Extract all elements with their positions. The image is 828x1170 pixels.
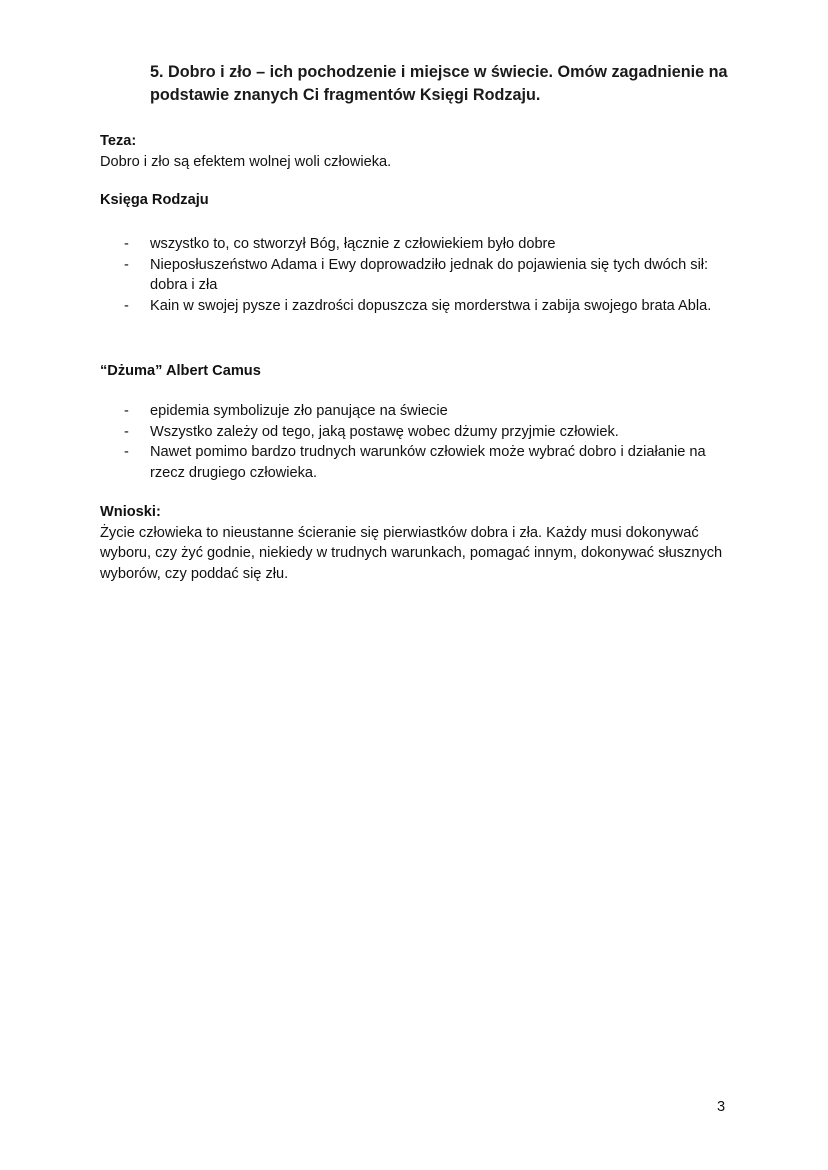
list-item: - Kain w swojej pysze i zazdrości dopuszcza się morderstwa i zabija swojego brata Abla. <box>124 297 712 314</box>
list-item: - Nawet pomimo bardzo trudnych warunków człowiek może wybrać dobro i działanie na rzecz drugiego człowieka. <box>124 444 706 481</box>
section2-heading: “Dżuma” Albert Camus <box>100 363 261 379</box>
page-number: 3 <box>717 1099 726 1115</box>
section1-list <box>100 234 720 316</box>
section2-list <box>100 401 720 483</box>
thesis-label: Teza: <box>100 133 137 149</box>
list-item: - Wszystko zależy od tego, jaką postawę wobec dżumy przyjmie człowiek. <box>124 423 619 440</box>
conclusions-text: Życie człowieka to nieustanne ścieranie się pierwiastków dobra i zła. Każdy musi dokonywać wyboru, czy żyć godnie, niekiedy w trudnych warunkach, pomagać innym, dokonywać słusznych wyborów, czy poddać się złu. <box>100 524 723 582</box>
conclusions-section <box>100 502 736 584</box>
list-item: - wszystko to, co stworzył Bóg, łącznie z człowiekiem było dobre <box>124 236 556 252</box>
conclusions-label: Wnioski: <box>100 504 161 520</box>
section1-heading: Księga Rodzaju <box>100 192 209 208</box>
thesis-text: Dobro i zło są efektem wolnej woli człowieka. <box>100 153 392 170</box>
list-item: - Nieposłuszeństwo Adama i Ewy doprowadziło jednak do pojawienia się tych dwóch sił: dobra i zła <box>124 256 709 293</box>
question-title: 5. Dobro i zło – ich pochodzenie i miejsce w świecie. Omów zagadnienie na podstawie znanych Ci fragmentów Księgi Rodzaju. <box>150 63 728 104</box>
list-item: - epidemia symbolizuje zło panujące na świecie <box>124 403 448 419</box>
thesis-section <box>100 131 730 172</box>
